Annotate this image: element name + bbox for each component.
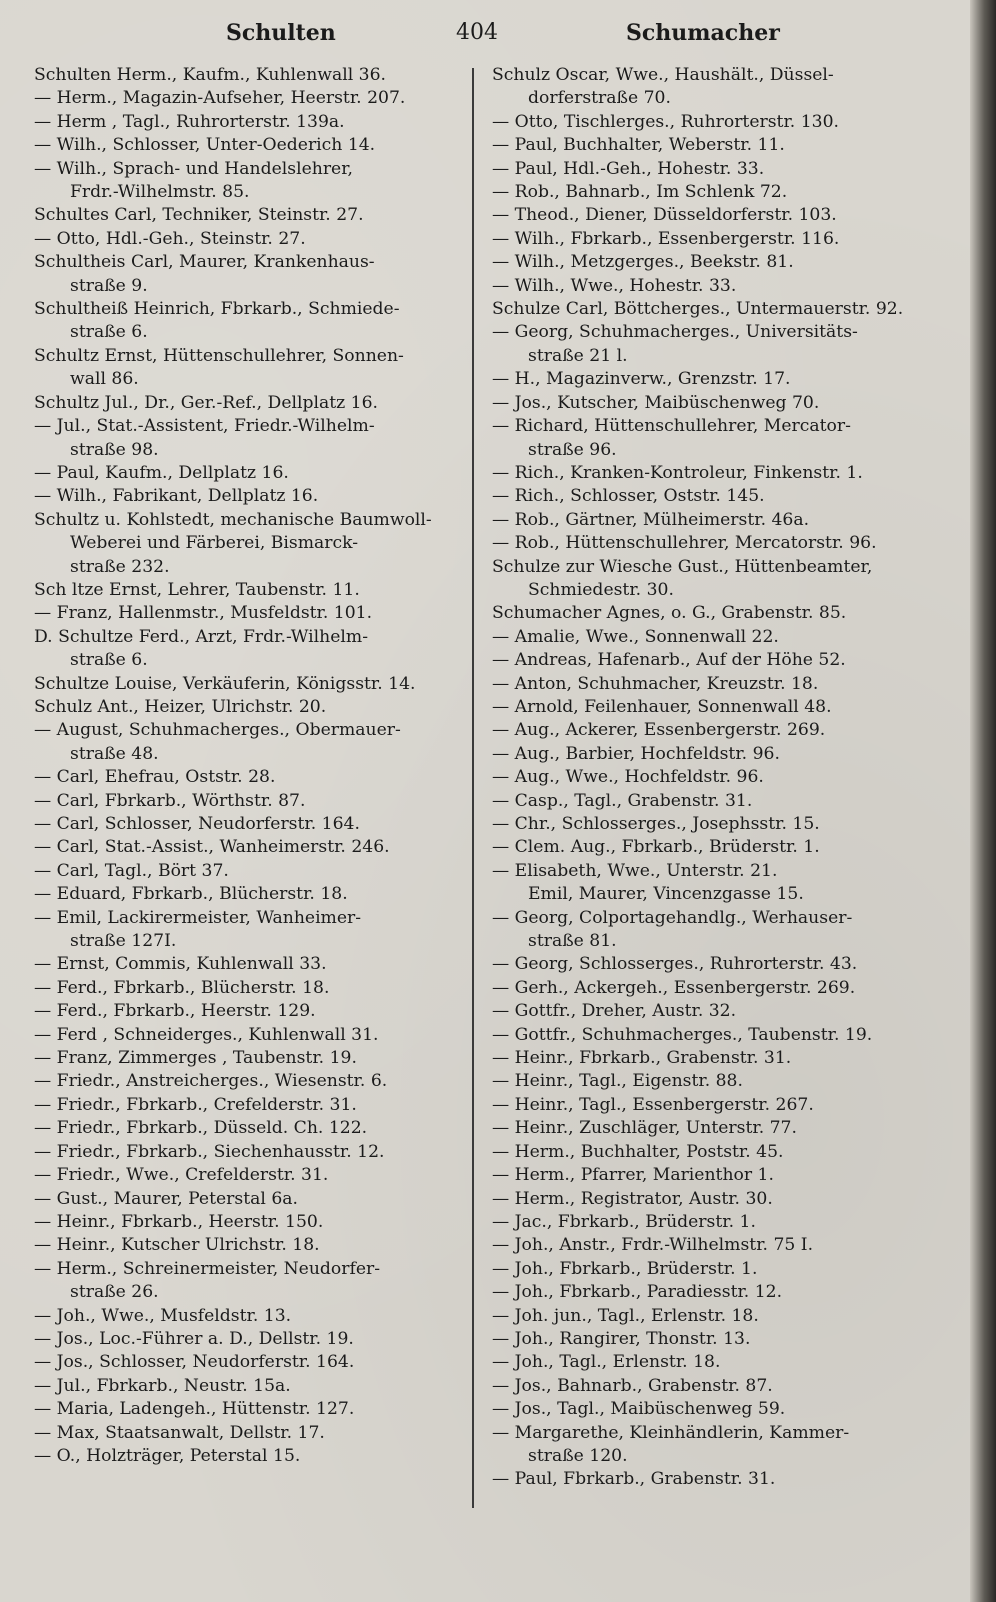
directory-entry-line: — Gerh., Ackergeh., Essenbergerstr. 269. [492,977,856,998]
directory-entry-line: straße 96. [528,439,617,460]
directory-entry-line: — Heinr., Tagl., Eigenstr. 88. [492,1071,743,1092]
directory-entry-line: — Gottfr., Schuhmacherges., Taubenstr. 19. [492,1024,873,1045]
directory-entry-line: — Jos., Loc.-Führer a. D., Dellstr. 19. [34,1328,354,1349]
directory-entry-line: Schulz Ant., Heizer, Ulrichstr. 20. [34,696,327,717]
directory-entry-line: — Jul., Fbrkarb., Neustr. 15a. [34,1375,291,1396]
directory-entry-line: — Rich., Kranken-Kontroleur, Finkenstr. 1. [492,462,863,483]
directory-entry-line: — Herm., Registrator, Austr. 30. [492,1188,773,1209]
directory-entry-line: — Margarethe, Kleinhändlerin, Kammer- [492,1422,850,1443]
directory-entry-line: — Wilh., Sprach- und Handelslehrer, [34,158,353,179]
directory-entry-line: — Joh., Tagl., Erlenstr. 18. [492,1352,721,1373]
directory-entry-line: — Wilh., Metzgerges., Beekstr. 81. [492,252,794,273]
directory-entry-line: — Wilh., Schlosser, Unter-Oederich 14. [34,135,376,156]
directory-entry-line: — Gottfr., Dreher, Austr. 32. [492,1001,737,1022]
directory-entry-line: — Carl, Fbrkarb., Wörthstr. 87. [34,790,306,811]
directory-entry-line: straße 98. [70,439,159,460]
directory-entry-line: — Jul., Stat.-Assistent, Friedr.-Wilhelm- [34,416,375,437]
directory-entry-line: — Herm., Schreinermeister, Neudorfer- [34,1258,381,1279]
directory-entry-line: Emil, Maurer, Vincenzgasse 15. [528,884,804,905]
directory-entry-line: D. Schultze Ferd., Arzt, Frdr.-Wilhelm- [34,626,369,647]
directory-entry-line: — Jos., Bahnarb., Grabenstr. 87. [492,1375,773,1396]
directory-entry-line: Schulten Herm., Kaufm., Kuhlenwall 36. [34,65,387,85]
directory-entry-line: Schultheiß Heinrich, Fbrkarb., Schmiede- [34,299,400,320]
directory-entry-line: — Carl, Ehefrau, Oststr. 28. [34,767,276,788]
directory-entry-line: — Herm , Tagl., Ruhrorterstr. 139a. [34,111,345,132]
directory-entry-line: Schultz Ernst, Hüttenschullehrer, Sonnen- [34,345,404,366]
directory-entry-line: — Chr., Schlosserges., Josephsstr. 15. [492,814,820,834]
directory-entry-line: — Georg, Colportagehandlg., Werhauser- [492,907,853,928]
directory-entry-line: — Paul, Kaufm., Dellplatz 16. [34,462,289,483]
directory-entry-line: dorferstraße 70. [528,88,671,109]
directory-entry-line: — Casp., Tagl., Grabenstr. 31. [492,790,753,811]
directory-entry-line: — Jac., Fbrkarb., Brüderstr. 1. [492,1211,756,1232]
directory-entry-line: Schulze zur Wiesche Gust., Hüttenbeamter, [492,556,873,577]
directory-entry-line: — Carl, Tagl., Bört 37. [34,860,229,881]
directory-entry-line: — Wilh., Fbrkarb., Essenbergerstr. 116. [492,228,840,249]
directory-entry-line: — Heinr., Fbrkarb., Grabenstr. 31. [492,1048,792,1069]
directory-entry-line: — Aug., Wwe., Hochfeldstr. 96. [492,767,764,788]
page-number: 404 [456,20,498,45]
directory-entry-line: Weberei und Färberei, Bismarck- [70,533,359,554]
directory-entry-line: Sch ltze Ernst, Lehrer, Taubenstr. 11. [34,579,360,600]
header-right-keyword: Schumacher [626,20,780,46]
directory-entry-line: — Joh. jun., Tagl., Erlenstr. 18. [492,1305,759,1326]
directory-entry-line: — Georg, Schuhmacherges., Universitäts- [492,322,858,343]
directory-entry-line: straße 81. [528,931,617,952]
directory-entry-line: — Jos., Schlosser, Neudorferstr. 164. [34,1352,355,1373]
directory-entry-line: — Rob., Hüttenschullehrer, Mercatorstr. 96. [492,533,877,554]
directory-entry-line: — Rich., Schlosser, Oststr. 145. [492,486,765,507]
directory-entry-line: — Joh., Fbrkarb., Paradiesstr. 12. [492,1282,783,1303]
directory-entry-line: — Max, Staatsanwalt, Dellstr. 17. [34,1422,325,1443]
directory-entry-line: — Joh., Anstr., Frdr.-Wilhelmstr. 75 I. [492,1235,814,1256]
directory-entry-line: — Joh., Rangirer, Thonstr. 13. [492,1328,751,1349]
directory-entry-line: straße 21 l. [528,345,628,366]
directory-entry-line: — Carl, Schlosser, Neudorferstr. 164. [34,814,360,834]
directory-entry-line: — Aug., Barbier, Hochfeldstr. 96. [492,743,780,764]
directory-entry-line: — Carl, Stat.-Assist., Wanheimerstr. 246. [34,837,390,858]
directory-entry-line: straße 6. [70,322,148,343]
directory-entry-line: — Georg, Schlosserges., Ruhrorterstr. 43. [492,954,858,975]
directory-entry-line: — Heinr., Fbrkarb., Heerstr. 150. [34,1211,324,1232]
directory-entry-line: — Friedr., Wwe., Crefelderstr. 31. [34,1165,329,1186]
directory-entry-line: Schumacher Agnes, o. G., Grabenstr. 85. [492,603,847,624]
directory-entry-line: — Friedr., Fbrkarb., Crefelderstr. 31. [34,1094,357,1115]
directory-entry-line: — Amalie, Wwe., Sonnenwall 22. [492,626,779,647]
column-divider [472,68,474,1508]
directory-entry-line: — Richard, Hüttenschullehrer, Mercator- [492,416,851,437]
directory-entry-line: Schmiedestr. 30. [528,579,674,600]
header-left-keyword: Schulten [226,20,336,46]
directory-entry-line: wall 86. [70,369,139,390]
directory-entry-line: — Jos., Tagl., Maibüschenweg 59. [492,1399,786,1420]
directory-entry-line: Schultheis Carl, Maurer, Krankenhaus- [34,252,375,273]
directory-entry-line: straße 6. [70,650,148,671]
directory-entry-line: — Wilh., Wwe., Hohestr. 33. [492,275,737,296]
directory-entry-line: straße 26. [70,1282,159,1303]
directory-entry-line: — Ferd., Fbrkarb., Heerstr. 129. [34,1001,316,1022]
page-edge-shadow [970,0,996,1602]
directory-entry-line: Schultz Jul., Dr., Ger.-Ref., Dellplatz 16. [34,392,379,413]
directory-entry-line: — Otto, Hdl.-Geh., Steinstr. 27. [34,228,306,249]
directory-entry-line: Frdr.-Wilhelmstr. 85. [70,182,250,203]
directory-entry-line: — Friedr., Fbrkarb., Siechenhausstr. 12. [34,1141,385,1162]
directory-entry-line: — Arnold, Feilenhauer, Sonnenwall 48. [492,696,832,717]
directory-entry-line: — Paul, Buchhalter, Weberstr. 11. [492,135,785,156]
directory-entry-line: — Herm., Magazin-Aufseher, Heerstr. 207. [34,88,406,109]
directory-entry-line: straße 9. [70,275,148,296]
page-header [36,18,780,52]
directory-entry-line: — Ernst, Commis, Kuhlenwall 33. [34,954,327,975]
directory-entry-line: straße 120. [528,1445,628,1466]
directory-entry-line: — Ferd., Fbrkarb., Blücherstr. 18. [34,977,330,998]
directory-entry-line: Schulz Oscar, Wwe., Haushält., Düssel- [492,65,834,85]
directory-entry-line: — Ferd , Schneiderges., Kuhlenwall 31. [34,1024,379,1045]
directory-entry-line: Schultes Carl, Techniker, Steinstr. 27. [34,205,364,226]
directory-entry-line: — Rob., Bahnarb., Im Schlenk 72. [492,182,788,203]
directory-entry-line: straße 48. [70,743,159,764]
directory-entry-line: — Aug., Ackerer, Essenbergerstr. 269. [492,720,826,741]
directory-entry-line: — Paul, Hdl.-Geh., Hohestr. 33. [492,158,765,179]
directory-entry-line: Schultze Louise, Verkäuferin, Königsstr. 14. [34,673,416,694]
directory-entry-line: — Emil, Lackirermeister, Wanheimer- [34,907,362,928]
directory-entry-line: — Elisabeth, Wwe., Unterstr. 21. [492,860,778,881]
directory-entry-line: — Gust., Maurer, Peterstal 6a. [34,1188,298,1209]
directory-entry-line: — Heinr., Tagl., Essenbergerstr. 267. [492,1094,814,1115]
left-column [34,64,464,1468]
directory-entry-line: — Friedr., Anstreicherges., Wiesenstr. 6. [34,1071,388,1092]
directory-entry-line: — August, Schuhmacherges., Obermauer- [34,720,401,741]
directory-entry-line: — Heinr., Zuschläger, Unterstr. 77. [492,1118,797,1139]
directory-entry-line: — Joh., Fbrkarb., Brüderstr. 1. [492,1258,758,1279]
directory-entry-line: — H., Magazinverw., Grenzstr. 17. [492,369,791,390]
directory-entry-line: — Eduard, Fbrkarb., Blücherstr. 18. [34,884,348,905]
directory-entry-line: — Theod., Diener, Düsseldorferstr. 103. [492,205,837,226]
directory-entry-line: — Andreas, Hafenarb., Auf der Höhe 52. [492,650,846,671]
directory-entry-line: — Jos., Kutscher, Maibüschenweg 70. [492,392,820,413]
directory-entry-line: — Clem. Aug., Fbrkarb., Brüderstr. 1. [492,837,820,858]
directory-entry-line: — Herm., Pfarrer, Marienthor 1. [492,1165,774,1186]
directory-entry-line: straße 127I. [70,931,177,952]
directory-entry-line: — Wilh., Fabrikant, Dellplatz 16. [34,486,319,507]
directory-entry-line: — Herm., Buchhalter, Poststr. 45. [492,1141,784,1162]
right-column [492,64,920,1492]
directory-entry-line: — Franz, Hallenmstr., Musfeldstr. 101. [34,603,373,624]
directory-entry-line: Schulze Carl, Böttcherges., Untermauerstr. 92. [492,299,904,320]
directory-entry-line: — Joh., Wwe., Musfeldstr. 13. [34,1305,292,1326]
directory-entry-line: — Friedr., Fbrkarb., Düsseld. Ch. 122. [34,1118,368,1139]
directory-entry-line: Schultz u. Kohlstedt, mechanische Baumwoll- [34,509,432,530]
directory-entry-line: — Otto, Tischlerges., Ruhrorterstr. 130. [492,111,839,132]
directory-entry-line: — Heinr., Kutscher Ulrichstr. 18. [34,1235,320,1256]
directory-entry-line: — Franz, Zimmerges , Taubenstr. 19. [34,1048,357,1069]
directory-entry-line: — Maria, Ladengeh., Hüttenstr. 127. [34,1399,355,1420]
directory-entry-line: — Paul, Fbrkarb., Grabenstr. 31. [492,1469,776,1490]
directory-entry-line: — Rob., Gärtner, Mülheimerstr. 46a. [492,509,810,530]
directory-entry-line: straße 232. [70,556,170,577]
directory-entry-line: — Anton, Schuhmacher, Kreuzstr. 18. [492,673,819,694]
directory-entry-line: — O., Holzträger, Peterstal 15. [34,1445,301,1466]
